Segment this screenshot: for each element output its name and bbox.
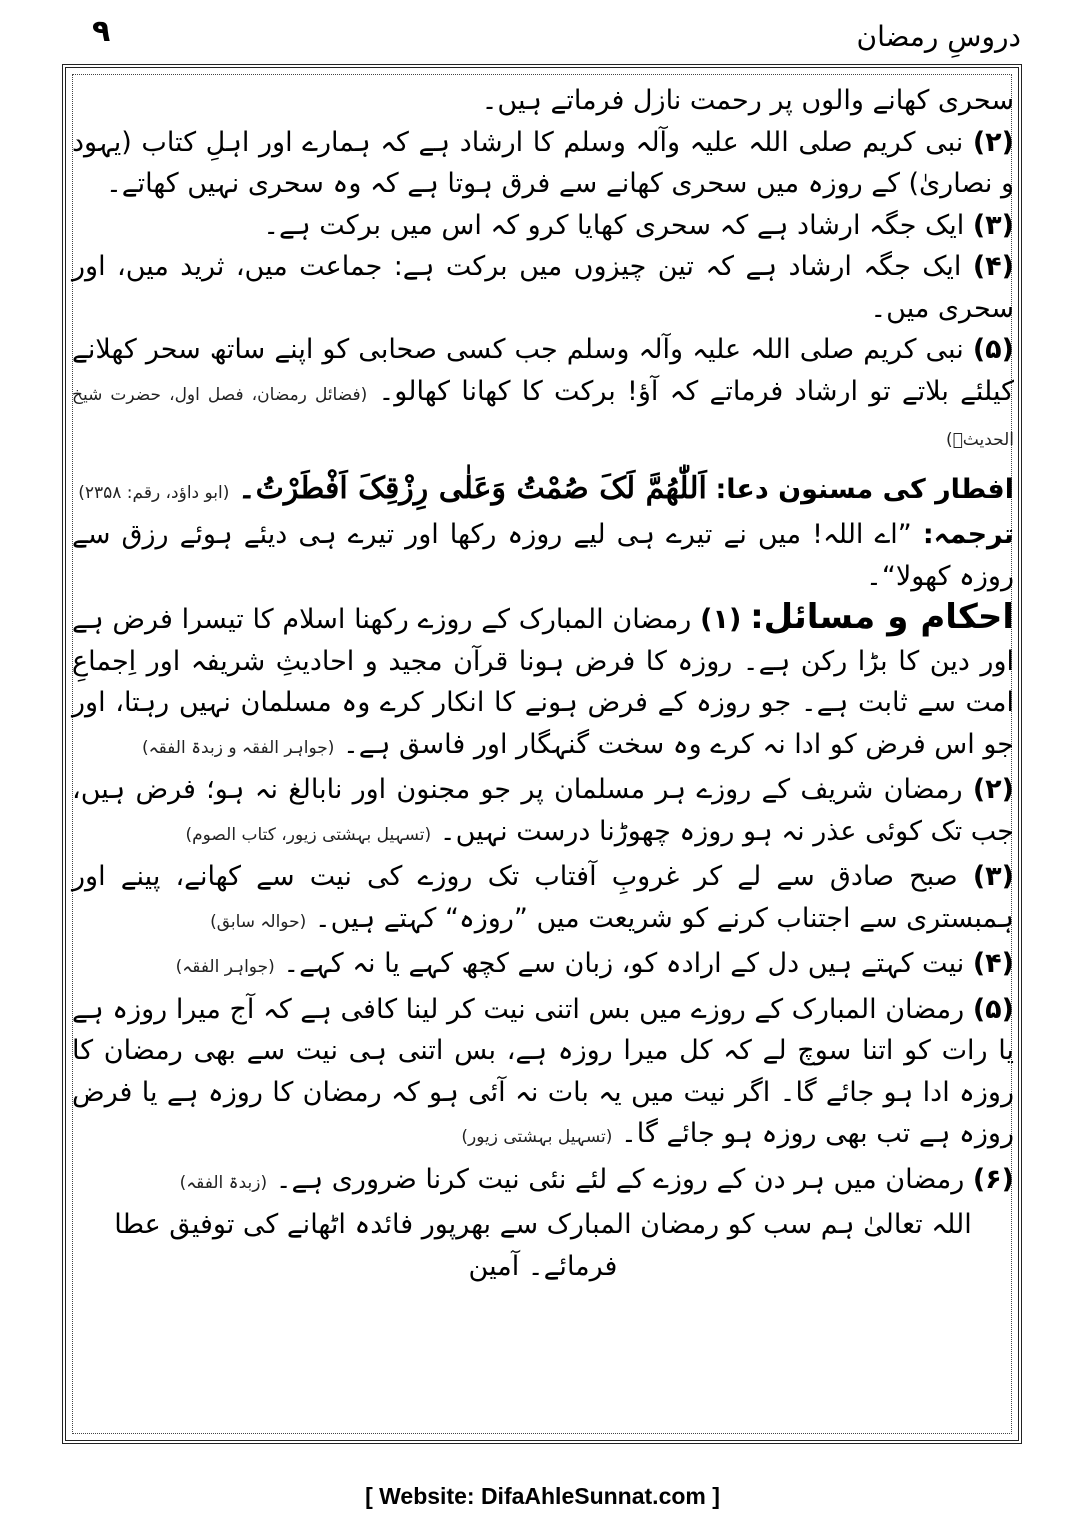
paragraph-4 xyxy=(72,246,1014,329)
page-content xyxy=(72,80,1014,1287)
ahkam-item-3 xyxy=(72,856,1014,943)
paragraph-text: ایک جگہ ارشاد ہے کہ تین چیزوں میں برکت ہے: جماعت میں، ثرید میں، اور سحری میں۔ xyxy=(72,251,1014,324)
paragraph-text: صبح صادق سے لے کر غروبِ آفتاب تک روزے کی نیت سے کھانے، پینے اور ہمبستری سے اجتناب کرنے کو شریعت میں ”روزہ“ کہتے ہیں۔ xyxy=(72,861,1014,934)
reference: (جواہر الفقہ و زبدۃ الفقہ) xyxy=(141,737,335,758)
reference: (ابو داؤد، رقم: ۲۳۵۸) xyxy=(78,482,230,503)
paragraph-text: رمضان المبارک کے روزے رکھنا اسلام کا تیسرا فرض ہے اور دین کا بڑا رکن ہے۔ روزہ کا فرض ہونا قرآن مجید و احادیثِ شریفہ اور اِجماعِ امت سے ثابت ہے۔ جو روزہ کے فرض ہونے کا انکار کرے وہ مسلمان نہیں رہتا، اور جو اس فرض کو ادا نہ کرے وہ سخت گنہگار اور فاسق ہے۔ xyxy=(72,604,1014,760)
paragraph-text: نبی کریم صلی اللہ علیہ وآلہ وسلم جب کسی صحابی کو اپنے ساتھ سحر کھلانے کیلئے بلاتے تو ارشاد فرماتے کہ آؤ! برکت کا کھانا کھالو۔ xyxy=(72,334,1014,407)
reference: (جواہر الفقہ) xyxy=(175,957,275,977)
translation-text: ”اے اللہ! میں نے تیرے ہی لیے روزہ رکھا اور تیرے ہی دیئے ہوئے رزق سے روزہ کھولا“۔ xyxy=(72,519,1014,592)
ahkam-item-5 xyxy=(72,989,1014,1159)
ahkam-item-6 xyxy=(72,1159,1014,1205)
paragraph-text: سحری کھانے والوں پر رحمت نازل فرماتے ہیں۔ xyxy=(481,85,1014,116)
paragraph-sehri-mercy xyxy=(72,80,1014,122)
item-number: (۲) xyxy=(972,774,1014,805)
paragraph-2 xyxy=(72,122,1014,205)
item-number: (۵) xyxy=(972,993,1014,1025)
reference: (تسہیل بہشتی زیور) xyxy=(461,1127,613,1147)
item-number: (۲) xyxy=(972,126,1014,158)
paragraph-text: ایک جگہ ارشاد ہے کہ سحری کھایا کرو کہ اس میں برکت ہے۔ xyxy=(263,209,965,241)
item-number: (۴) xyxy=(972,251,1014,282)
item-number: (۶) xyxy=(972,1163,1014,1195)
item-number: (۵) xyxy=(972,334,1014,365)
translation-label: ترجمہ: xyxy=(922,519,1014,550)
closing-text: اللہ تعالیٰ ہم سب کو رمضان المبارک سے بھرپور فائدہ اٹھانے کی توفیق عطا فرمائے۔ آمین xyxy=(114,1209,972,1282)
closing-prayer xyxy=(72,1204,1014,1287)
item-number: (۳) xyxy=(972,209,1014,241)
page-number: ۹ xyxy=(92,14,111,49)
ahkam-item-1 xyxy=(72,597,1014,769)
reference: (تسہیل بہشتی زیور، کتاب الصوم) xyxy=(185,824,432,845)
item-number: (۴) xyxy=(972,948,1014,979)
paragraph-text: نیت کہتے ہیں دل کے ارادہ کو، زبان سے کچھ کہے یا نہ کہے۔ xyxy=(283,948,965,979)
reference: (زبدۃ الفقہ) xyxy=(179,1172,268,1193)
paragraph-5 xyxy=(72,329,1014,462)
reference: (فضائل رمضان، فصل اول، حضرت شیخ الحدیثؒ) xyxy=(72,384,1014,450)
section-heading: احکام و مسائل: xyxy=(750,597,1014,637)
paragraph-3 xyxy=(72,205,1014,247)
ahkam-item-4 xyxy=(72,943,1014,989)
ahkam-item-2 xyxy=(72,769,1014,856)
iftar-dua xyxy=(72,468,1014,515)
paragraph-text: نبی کریم صلی اللہ علیہ وآلہ وسلم کا ارشاد ہے کہ ہمارے اور اہلِ کتاب (یہود و نصاریٰ) کے روزہ میں سحری کھانے سے فرق ہوتا ہے کہ وہ سحری نہیں کھاتے۔ xyxy=(72,126,1014,199)
dua-arabic: اَللّٰھُمَّ لَکَ صُمْتُ وَعَلٰی رِزْقِکَ اَفْطَرْتُ۔ xyxy=(238,470,707,506)
paragraph-text: رمضان میں ہر دن کے روزے کے لئے نئی نیت کرنا ضروری ہے۔ xyxy=(275,1163,965,1195)
paragraph-text: رمضان شریف کے روزے ہر مسلمان پر جو مجنون اور نابالغ نہ ہو؛ فرض ہیں، جب تک کوئی عذر نہ ہو روزہ چھوڑنا درست نہیں۔ xyxy=(72,774,1014,847)
dua-translation xyxy=(72,514,1014,597)
website-footer: [ Website: DifaAhleSunnat.com ] xyxy=(365,1483,720,1509)
dua-label: افطار کی مسنون دعا: xyxy=(715,473,1014,505)
reference: (حوالہ سابق) xyxy=(210,911,307,932)
paragraph-text: رمضان المبارک کے روزے میں بس اتنی نیت کر لینا کافی ہے کہ آج میرا روزہ ہے یا رات کو اتنا سوچ لے کہ کل میرا روزہ ہے، بس اتنی ہی نیت سے بھی رمضان کا روزہ ادا ہو جائے گا۔ اگر نیت میں یہ بات نہ آئی ہو کہ رمضان کا روزہ ہے یا فرض روزہ ہے تب بھی روزہ ہو جائے گا۔ xyxy=(72,993,1014,1149)
item-number: (۳) xyxy=(972,861,1014,892)
book-title: دروسِ رمضان xyxy=(856,20,1021,53)
item-number: (۱) xyxy=(700,604,742,635)
